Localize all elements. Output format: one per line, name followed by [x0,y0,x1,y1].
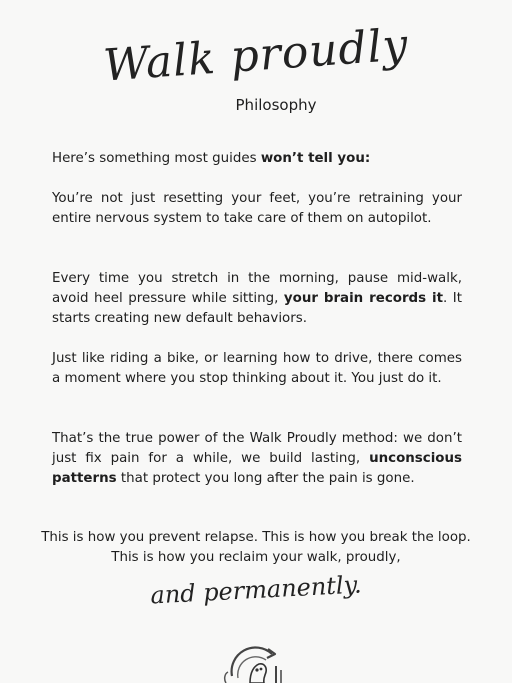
paragraph-brain-records-text: Every time you stretch in the morning, pause mid-walk, avoid heel pressure while sitting, [52,271,462,306]
paragraph-true-power [52,429,462,489]
paragraph-true-power-text: That’s the true power of the Walk Proudly method: we don’t just fix pain for a while, we build lasting, [52,431,462,466]
paragraph-nervous-system: You’re not just resetting your feet, you’re retraining your entire nervous system to take care of them on autopilot. [52,191,462,226]
paragraph-riding-bike: Just like riding a bike, or learning how to drive, there comes a moment where you stop thinking about it. You just do it. [52,351,462,386]
paragraph-true-power-bold: unconscious patterns [52,451,462,486]
paragraph-brain-records-end: . It starts creating new default behaviors. [52,291,462,326]
paragraph-brain-records [52,269,462,329]
paragraph-closing: This is how you prevent relapse. This is how you break the loop. This is how you reclaim your walk, proudly, [41,530,471,565]
paragraph-intro [52,149,462,169]
paragraph-intro-text: Here’s something most guides [52,151,261,166]
paragraph-true-power-end: that protect you long after the pain is gone. [116,471,415,486]
paragraph-intro-bold: won’t tell you: [260,151,371,166]
script-title: Walk proudly [101,19,411,92]
paragraph-brain-records-bold: your brain records it [283,291,444,306]
signoff-script: and permanently. [149,570,363,610]
rotating-foot-logo-icon [220,642,292,683]
subtitle: Philosophy [235,96,317,114]
